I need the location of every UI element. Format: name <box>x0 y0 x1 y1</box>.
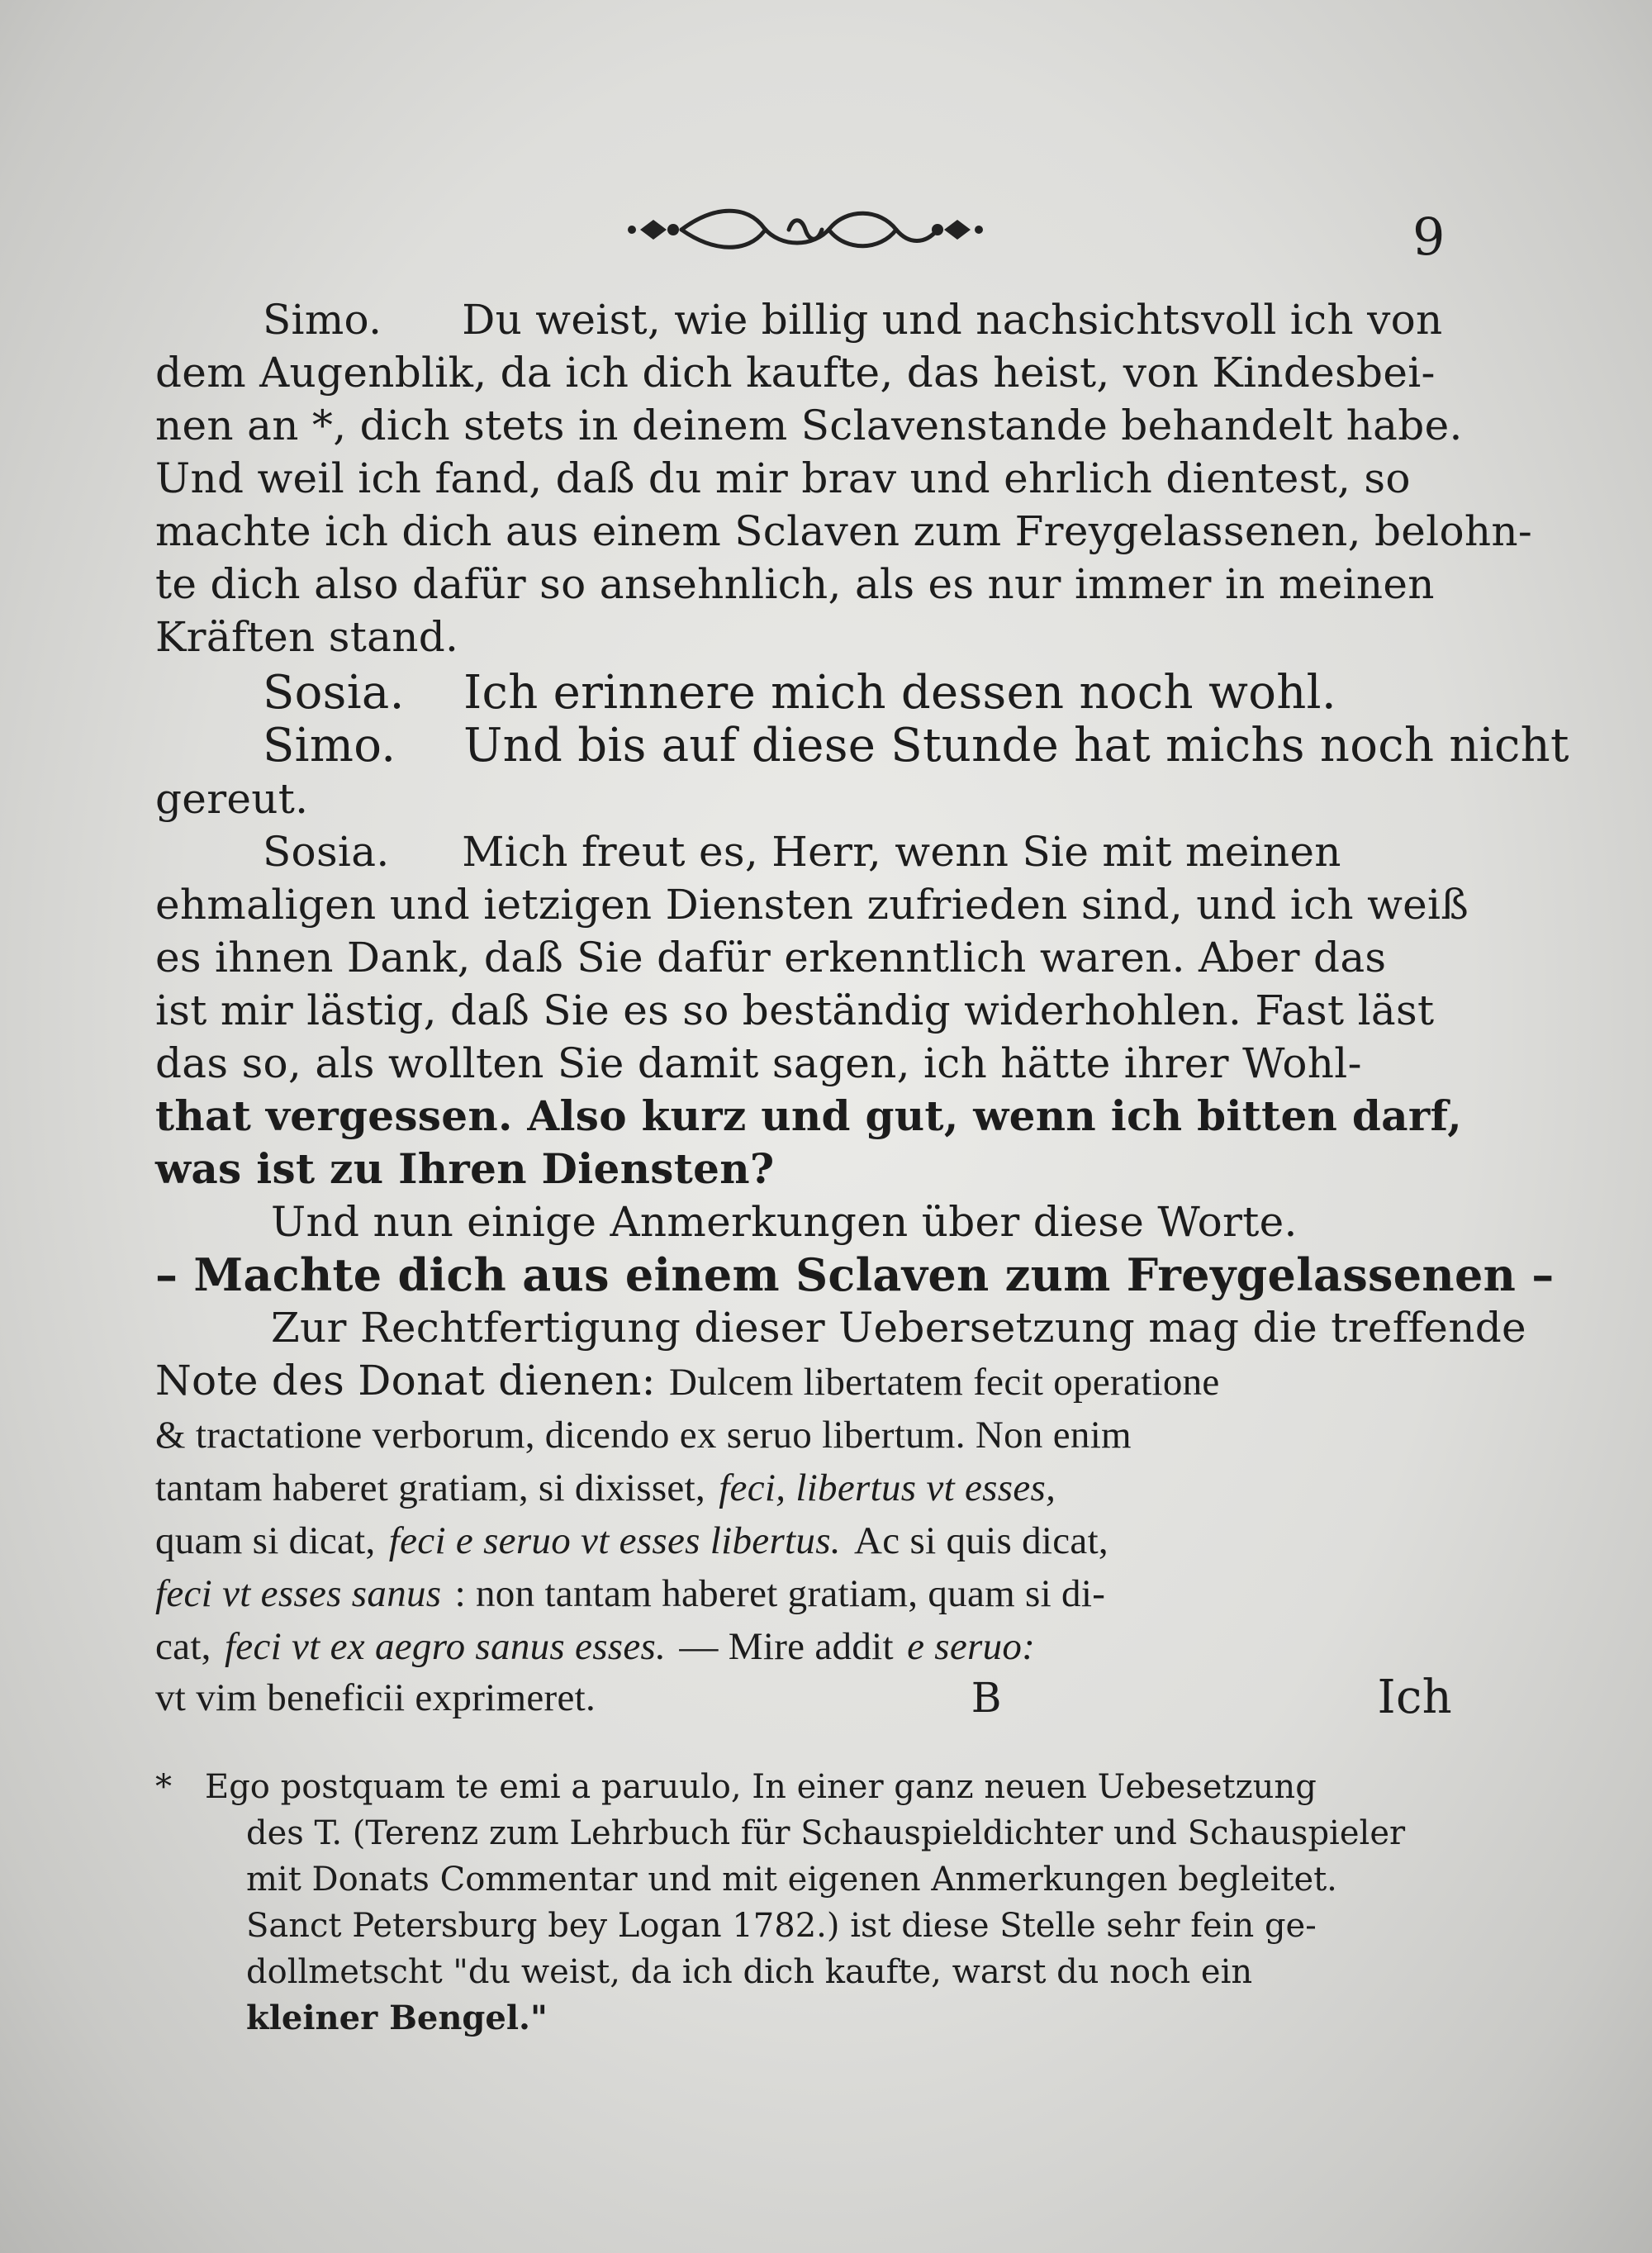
text-line: Und nun einige Anmerkungen über diese Worte. <box>271 1198 1298 1246</box>
text-line: was ist zu Ihren Diensten? <box>155 1144 775 1193</box>
text-line: that vergessen. Also kurz und gut, wenn ich bitten darf, <box>155 1091 1462 1140</box>
text-line: cat, feci vt ex aegro sanus esses. — Mire addit e seruo: <box>155 1625 1036 1668</box>
text-line: Zur Rechtfertigung dieser Uebersetzung mag die treffende <box>271 1304 1526 1352</box>
text-line: das so, als wollten Sie damit sagen, ich hätte ihrer Wohl- <box>155 1039 1362 1087</box>
text-line: ist mir lästig, daß Sie es so beständig widerhohlen. Fast läst <box>155 986 1435 1034</box>
catchword: Ich <box>1377 1671 1452 1724</box>
text-line: dem Augenblik, da ich dich kaufte, das heist, von Kindesbei- <box>155 349 1436 397</box>
speaker-label: Simo. <box>263 296 382 344</box>
text-line: & tractatione verborum, dicendo ex seruo libertum. Non enim <box>155 1414 1132 1457</box>
speaker-label: Simo. <box>263 719 396 772</box>
decorative-ornament <box>624 197 987 263</box>
text-line: vt vim beneficii exprimeret. B Ich <box>155 1671 1452 1724</box>
footnote-line: kleiner Bengel." <box>246 1999 548 2037</box>
text-line: Note des Donat dienen: Dulcem libertatem fecit operatione <box>155 1357 1220 1405</box>
text-line: machte ich dich aus einem Sclaven zum Freygelassenen, belohn- <box>155 507 1533 555</box>
footnote-line: mit Donats Commentar und mit eigenen Anmerkungen begleitet. <box>246 1861 1337 1899</box>
text-line: Sosia. Mich freut es, Herr, wenn Sie mit meinen <box>155 825 1452 878</box>
signature-mark: B <box>971 1674 1002 1722</box>
text-line: Sosia. Ich erinnere mich dessen noch wohl. <box>155 667 1452 720</box>
footnote-line: Sanct Petersburg bey Logan 1782.) ist diese Stelle sehr fein ge- <box>246 1907 1317 1945</box>
text-line: feci vt esses sanus : non tantam haberet gratiam, quam si di- <box>155 1572 1106 1615</box>
text-line: quam si dicat, feci e seruo vt esses libertus. Ac si quis dicat, <box>155 1519 1108 1562</box>
text-line: Simo. Du weist, wie billig und nachsichtsvoll ich von <box>155 293 1452 346</box>
text-line: te dich also dafür so ansehnlich, als es nur immer in meinen <box>155 560 1435 608</box>
text-line: ehmaligen und ietzigen Diensten zufrieden sind, und ich weiß <box>155 881 1469 929</box>
text-line: tantam haberet gratiam, si dixisset, feci, libertus vt esses, <box>155 1466 1056 1509</box>
quoted-phrase-heading: – Machte dich aus einem Sclaven zum Freygelassenen – <box>155 1248 1555 1301</box>
footnote-line: des T. (Terenz zum Lehrbuch für Schauspieldichter und Schauspieler <box>246 1814 1406 1852</box>
speaker-label: Sosia. <box>263 828 390 876</box>
speaker-label: Sosia. <box>263 666 405 720</box>
text-line: gereut. <box>155 775 309 823</box>
text-line: Kräften stand. <box>155 613 459 661</box>
text-line: es ihnen Dank, daß Sie dafür erkenntlich waren. Aber das <box>155 934 1387 982</box>
text-line: nen an *, dich stets in deinem Sclavenstande behandelt habe. <box>155 402 1463 449</box>
footnote-marker: * <box>155 1768 172 1806</box>
text-line: Simo. Und bis auf diese Stunde hat michs noch nicht <box>155 720 1452 772</box>
main-text <box>155 293 1569 1724</box>
footnote-line: * Ego postquam te emi a paruulo, In einer ganz neuen Uebesetzung <box>155 1764 1452 1810</box>
footnote-line: dollmetscht "du weist, da ich dich kaufte, warst du noch ein <box>246 1953 1253 1991</box>
page-number: 9 <box>1412 207 1446 267</box>
footnote <box>155 1764 1452 2041</box>
text-line: Und weil ich fand, daß du mir brav und ehrlich dientest, so <box>155 454 1411 502</box>
